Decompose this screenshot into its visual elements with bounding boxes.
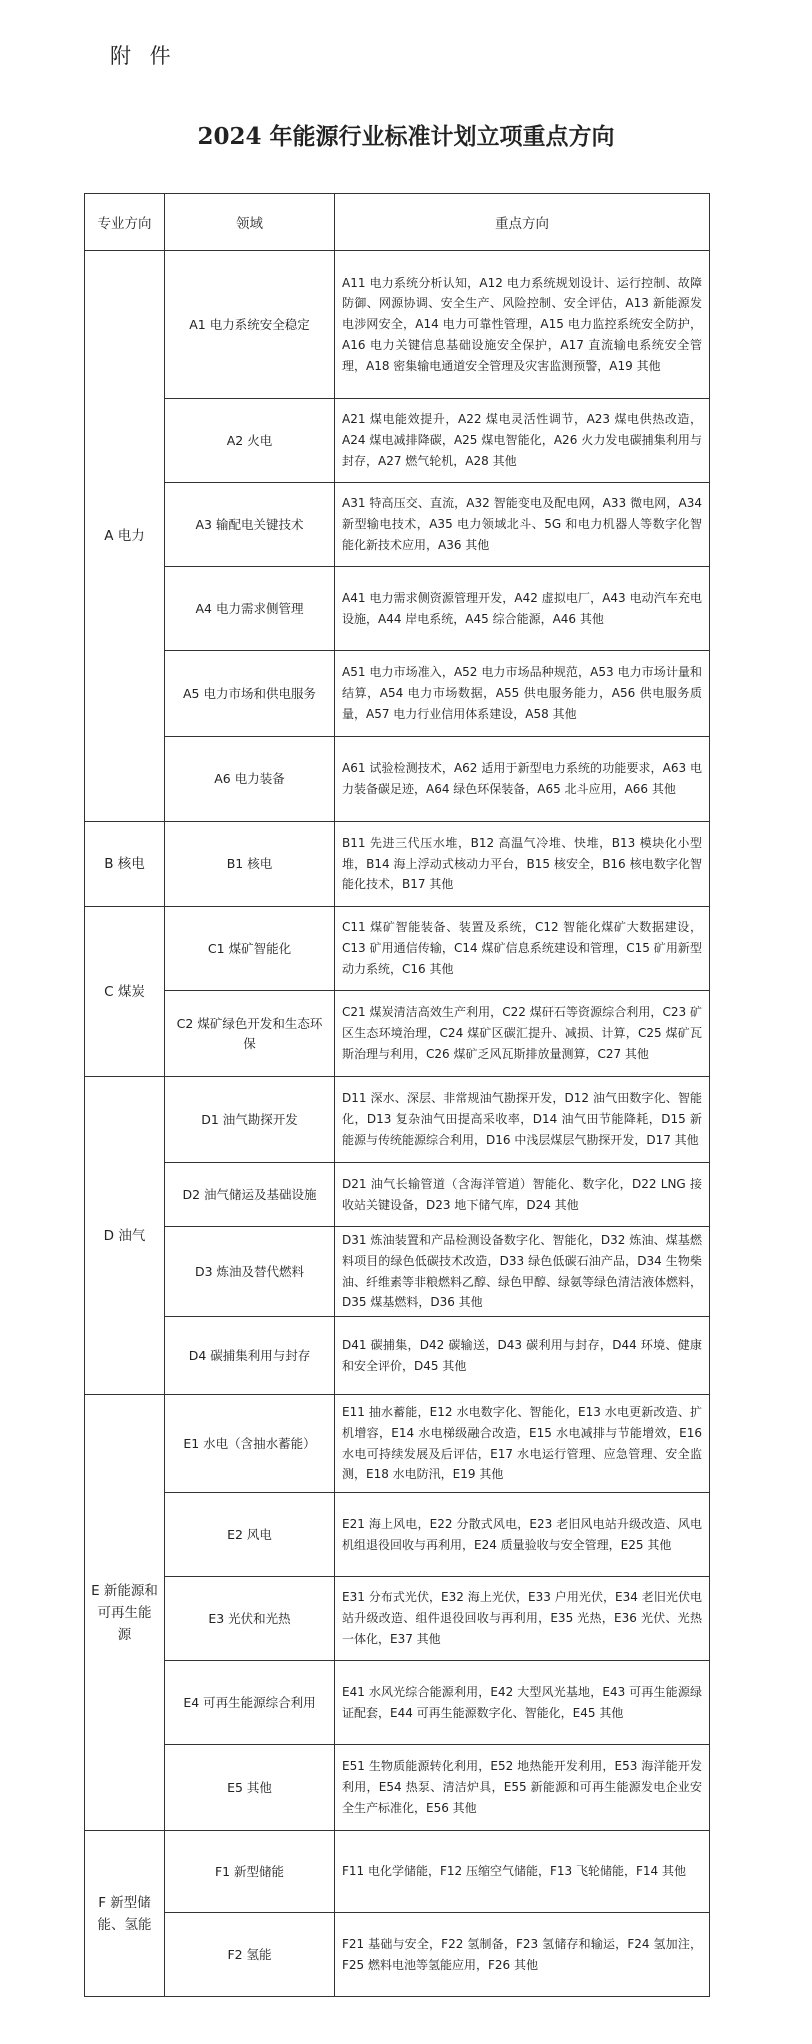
focus-cell: E21 海上风电，E22 分散式风电，E23 老旧风电站升级改造、风电机组退役回收与再利用，E24 质量验收与安全管理，E25 其他 xyxy=(335,1493,710,1577)
field-cell: A2 火电 xyxy=(165,399,335,483)
field-cell: C2 煤矿绿色开发和生态环保 xyxy=(165,991,335,1077)
category-cell: A 电力 xyxy=(85,251,165,822)
table-row xyxy=(85,1077,710,1163)
table-row xyxy=(85,1163,710,1227)
field-cell: D2 油气储运及基础设施 xyxy=(165,1163,335,1227)
field-cell: E1 水电（含抽水蓄能） xyxy=(165,1395,335,1493)
field-cell: F2 氢能 xyxy=(165,1913,335,1997)
focus-cell: F21 基础与安全，F22 氢制备，F23 氢储存和输运，F24 氢加注，F25 燃料电池等氢能应用，F26 其他 xyxy=(335,1913,710,1997)
table-row xyxy=(85,1913,710,1997)
field-cell: D4 碳捕集利用与封存 xyxy=(165,1317,335,1395)
annex-label: 附 件 xyxy=(110,44,177,68)
category-cell: F 新型储能、氢能 xyxy=(85,1831,165,1997)
field-cell: E2 风电 xyxy=(165,1493,335,1577)
focus-cell: C21 煤炭清洁高效生产利用，C22 煤矸石等资源综合利用，C23 矿区生态环境治理，C24 煤矿区碳汇提升、减损、计算，C25 煤矿瓦斯治理与利用，C26 煤矿乏风瓦斯排放量测算，C27 其他 xyxy=(335,991,710,1077)
table-row xyxy=(85,1395,710,1493)
field-cell: D1 油气勘探开发 xyxy=(165,1077,335,1163)
focus-cell: A41 电力需求侧资源管理开发，A42 虚拟电厂，A43 电动汽车充电设施，A44 岸电系统，A45 综合能源，A46 其他 xyxy=(335,567,710,651)
header-focus: 重点方向 xyxy=(335,194,710,251)
focus-cell: A31 特高压交、直流，A32 智能变电及配电网，A33 微电网，A34 新型输电技术，A35 电力领域北斗、5G 和电力机器人等数字化智能化新技术应用，A36 其他 xyxy=(335,483,710,567)
focus-cell: A11 电力系统分析认知，A12 电力系统规划设计、运行控制、故障防御、网源协调、安全生产、风险控制、安全评估，A13 新能源发电涉网安全，A14 电力可靠性管理，A15 电力监控系统安全防护，A16 电力关键信息基础设施安全保护，A17 直流输电系统安全管理，A18 密集输电通道安全管理及灾害监测预警，A19 其他 xyxy=(335,251,710,399)
focus-cell: A61 试验检测技术，A62 适用于新型电力系统的功能要求，A63 电力装备碳足迹，A64 绿色环保装备，A65 北斗应用，A66 其他 xyxy=(335,737,710,822)
field-cell: A4 电力需求侧管理 xyxy=(165,567,335,651)
field-cell: A3 输配电关键技术 xyxy=(165,483,335,567)
table-row xyxy=(85,1661,710,1745)
table-header-row xyxy=(85,194,710,251)
table-row xyxy=(85,1577,710,1661)
focus-cell: C11 煤矿智能装备、装置及系统，C12 智能化煤矿大数据建设，C13 矿用通信传输，C14 煤矿信息系统建设和管理，C15 矿用新型动力系统，C16 其他 xyxy=(335,907,710,991)
category-cell: D 油气 xyxy=(85,1077,165,1395)
standards-table xyxy=(84,193,710,1997)
table-row xyxy=(85,251,710,399)
field-cell: D3 炼油及替代燃料 xyxy=(165,1227,335,1317)
table-row xyxy=(85,1831,710,1913)
table-row xyxy=(85,1493,710,1577)
focus-cell: E31 分布式光伏，E32 海上光伏，E33 户用光伏，E34 老旧光伏电站升级改造、组件退役回收与再利用，E35 光热，E36 光伏、光热一体化，E37 其他 xyxy=(335,1577,710,1661)
header-field: 领域 xyxy=(165,194,335,251)
table-row xyxy=(85,907,710,991)
field-cell: E5 其他 xyxy=(165,1745,335,1831)
focus-cell: E11 抽水蓄能，E12 水电数字化、智能化，E13 水电更新改造、扩机增容，E14 水电梯级融合改造，E15 水电减排与节能增效，E16 水电可持续发展及后评估，E17 水电运行管理、应急管理、安全监测，E18 水电防汛，E19 其他 xyxy=(335,1395,710,1493)
category-cell: C 煤炭 xyxy=(85,907,165,1077)
field-cell: C1 煤矿智能化 xyxy=(165,907,335,991)
focus-cell: F11 电化学储能，F12 压缩空气储能，F13 飞轮储能，F14 其他 xyxy=(335,1831,710,1913)
table-row xyxy=(85,822,710,907)
field-cell: A1 电力系统安全稳定 xyxy=(165,251,335,399)
table-row xyxy=(85,567,710,651)
field-cell: E4 可再生能源综合利用 xyxy=(165,1661,335,1745)
focus-cell: D31 炼油装置和产品检测设备数字化、智能化，D32 炼油、煤基燃料项目的绿色低碳技术改造，D33 绿色低碳石油产品，D34 生物柴油、纤维素等非粮燃料乙醇、绿色甲醇、绿氨等绿色清洁液体燃料，D35 煤基燃料，D36 其他 xyxy=(335,1227,710,1317)
focus-cell: E51 生物质能源转化利用，E52 地热能开发利用，E53 海洋能开发利用，E54 热泵、清洁炉具，E55 新能源和可再生能源发电企业安全生产标准化，E56 其他 xyxy=(335,1745,710,1831)
category-cell: E 新能源和可再生能源 xyxy=(85,1395,165,1831)
table-row xyxy=(85,1317,710,1395)
table-row xyxy=(85,1227,710,1317)
focus-cell: D21 油气长输管道（含海洋管道）智能化、数字化，D22 LNG 接收站关键设备，D23 地下储气库，D24 其他 xyxy=(335,1163,710,1227)
field-cell: F1 新型储能 xyxy=(165,1831,335,1913)
table-row xyxy=(85,483,710,567)
field-cell: A6 电力装备 xyxy=(165,737,335,822)
table-row xyxy=(85,399,710,483)
document-title: 2024 年能源行业标准计划立项重点方向 xyxy=(197,123,615,150)
focus-cell: D41 碳捕集，D42 碳输送，D43 碳利用与封存，D44 环境、健康和安全评价，D45 其他 xyxy=(335,1317,710,1395)
focus-cell: E41 水风光综合能源利用，E42 大型风光基地，E43 可再生能源绿证配套，E44 可再生能源数字化、智能化，E45 其他 xyxy=(335,1661,710,1745)
category-cell: B 核电 xyxy=(85,822,165,907)
table-row xyxy=(85,737,710,822)
field-cell: B1 核电 xyxy=(165,822,335,907)
field-cell: E3 光伏和光热 xyxy=(165,1577,335,1661)
table-row xyxy=(85,1745,710,1831)
focus-cell: A21 煤电能效提升，A22 煤电灵活性调节，A23 煤电供热改造，A24 煤电减排降碳，A25 煤电智能化，A26 火力发电碳捕集利用与封存，A27 燃气轮机，A28 其他 xyxy=(335,399,710,483)
focus-cell: D11 深水、深层、非常规油气勘探开发，D12 油气田数字化、智能化，D13 复杂油气田提高采收率，D14 油气田节能降耗，D15 新能源与传统能源综合利用，D16 中浅层煤层气勘探开发，D17 其他 xyxy=(335,1077,710,1163)
focus-cell: B11 先进三代压水堆，B12 高温气冷堆、快堆，B13 模块化小型堆，B14 海上浮动式核动力平台，B15 核安全，B16 核电数字化智能化技术，B17 其他 xyxy=(335,822,710,907)
focus-cell: A51 电力市场准入，A52 电力市场品种规范，A53 电力市场计量和结算，A54 电力市场数据，A55 供电服务能力，A56 供电服务质量，A57 电力行业信用体系建设，A58 其他 xyxy=(335,651,710,737)
table-row xyxy=(85,991,710,1077)
field-cell: A5 电力市场和供电服务 xyxy=(165,651,335,737)
table-row xyxy=(85,651,710,737)
header-category: 专业方向 xyxy=(85,194,165,251)
